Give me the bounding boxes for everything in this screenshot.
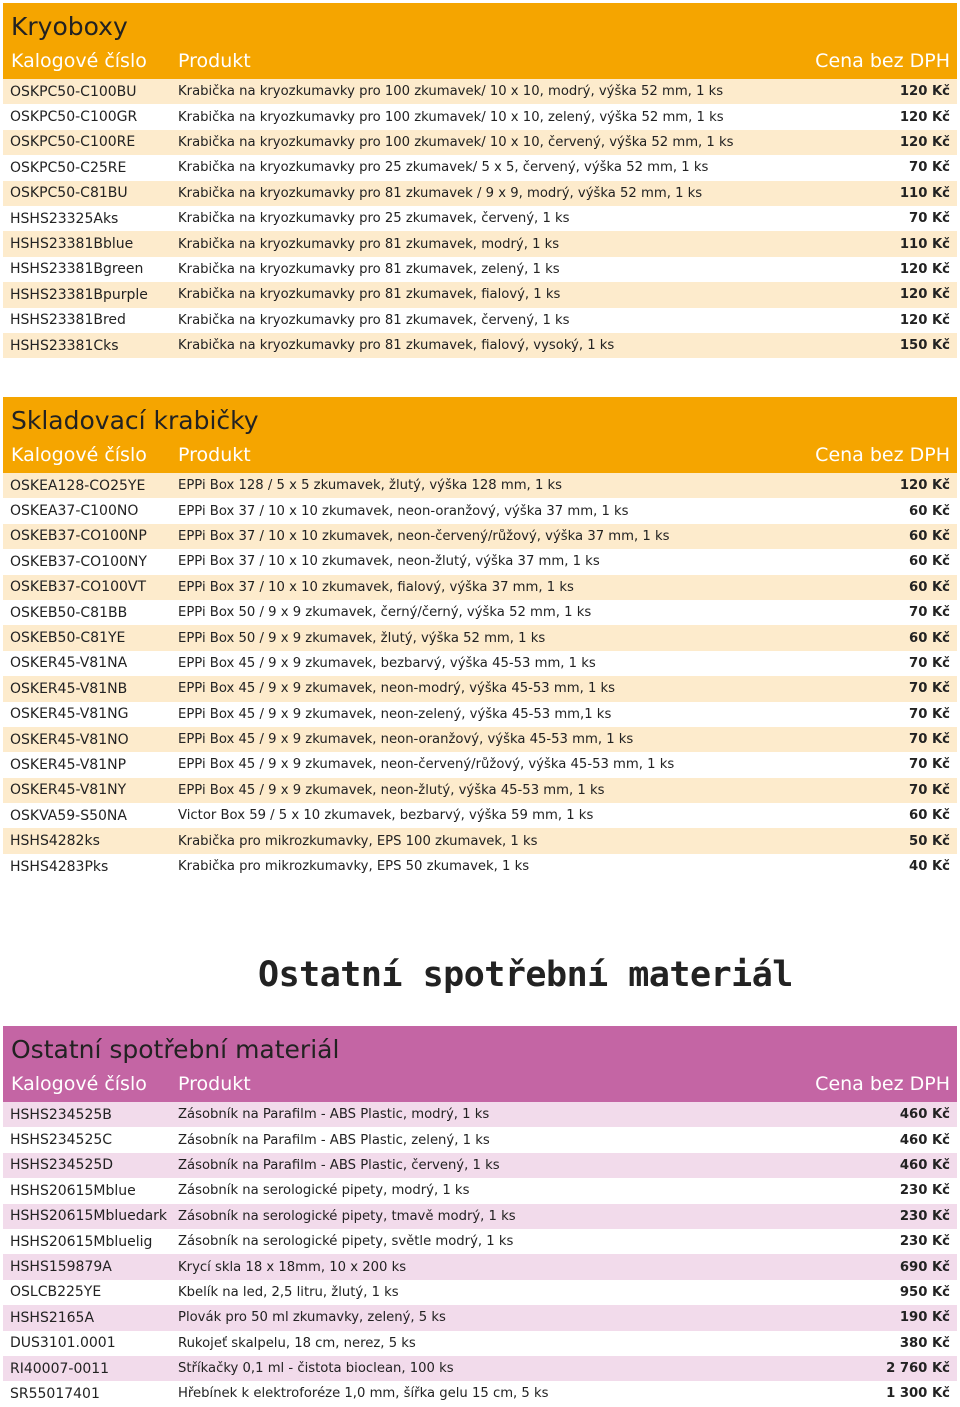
price: 230 Kč xyxy=(899,1183,950,1199)
catalog-number: OSKEB50-C81YE xyxy=(10,630,126,647)
catalog-number: OSKPC50-C81BU xyxy=(10,185,128,202)
table-row xyxy=(3,752,957,777)
product-name: Zásobník na Parafilm - ABS Plastic, červený, 1 ks xyxy=(178,1157,500,1173)
table-row xyxy=(3,651,957,676)
product-name: EPPi Box 37 / 10 x 10 zkumavek, neon-žlutý, výška 37 mm, 1 ks xyxy=(178,554,600,570)
catalog-number: OSKEB37-CO100NY xyxy=(10,553,147,570)
table-row xyxy=(3,181,957,206)
product-name: EPPi Box 37 / 10 x 10 zkumavek, fialový, výška 37 mm, 1 ks xyxy=(178,579,574,595)
table-header xyxy=(3,1066,957,1102)
price: 460 Kč xyxy=(899,1157,950,1173)
price: 40 Kč xyxy=(909,859,950,875)
table-row xyxy=(3,1153,957,1178)
price: 70 Kč xyxy=(909,681,950,697)
product-name: Zásobník na serologické pipety, tmavě modrý, 1 ks xyxy=(178,1208,516,1224)
catalog-number: HSHS234525D xyxy=(10,1157,114,1174)
product-name: EPPi Box 50 / 9 x 9 zkumavek, žlutý, výška 52 mm, 1 ks xyxy=(178,630,546,646)
price: 70 Kč xyxy=(909,605,950,621)
product-name: Stříkačky 0,1 ml - čistota bioclean, 100 ks xyxy=(178,1361,454,1377)
price: 110 Kč xyxy=(899,185,950,201)
price: 70 Kč xyxy=(909,732,950,748)
table-row xyxy=(3,79,957,104)
price: 70 Kč xyxy=(909,782,950,798)
catalog-number: OSKEB50-C81BB xyxy=(10,604,128,621)
price: 50 Kč xyxy=(909,833,950,849)
catalog-number: HSHS23381Bblue xyxy=(10,236,134,253)
catalog-number: HSHS23381Bgreen xyxy=(10,261,144,278)
catalog-number: OSKER45-V81NB xyxy=(10,680,128,697)
product-name: Krycí skla 18 x 18mm, 10 x 200 ks xyxy=(178,1259,407,1275)
product-name: Kbelík na led, 2,5 litru, žlutý, 1 ks xyxy=(178,1284,399,1300)
table-row xyxy=(3,1204,957,1229)
catalog-number: OSLCB225YE xyxy=(10,1284,102,1301)
catalog-number: DUS3101.0001 xyxy=(10,1335,116,1352)
table-row xyxy=(3,625,957,650)
price: 60 Kč xyxy=(909,630,950,646)
catalog-number: OSKPC50-C100RE xyxy=(10,134,136,151)
price: 120 Kč xyxy=(899,261,950,277)
price: 60 Kč xyxy=(909,528,950,544)
header-catalog: Kalogové číslo xyxy=(11,444,147,466)
catalog-number: HSHS23381Bred xyxy=(10,312,126,329)
price: 120 Kč xyxy=(899,287,950,303)
section-title: Ostatní spotřební materiál xyxy=(3,1026,957,1066)
product-name: Krabička na kryozkumavky pro 81 zkumavek, modrý, 1 ks xyxy=(178,236,560,252)
catalog-number: HSHS20615Mblue xyxy=(10,1182,136,1199)
table-row xyxy=(3,206,957,231)
catalog-number: HSHS23325Aks xyxy=(10,210,119,227)
product-name: Hřebínek k elektroforéze 1,0 mm, šířka gelu 15 cm, 5 ks xyxy=(178,1386,549,1402)
price: 150 Kč xyxy=(899,338,950,354)
product-name: Zásobník na Parafilm - ABS Plastic, zelený, 1 ks xyxy=(178,1132,490,1148)
header-catalog: Kalogové číslo xyxy=(11,1073,147,1095)
catalog-number: SR55017401 xyxy=(10,1385,100,1402)
table-row xyxy=(3,155,957,180)
product-name: Krabička na kryozkumavky pro 81 zkumavek, červený, 1 ks xyxy=(178,312,570,328)
catalog-number: HSHS23381Bpurple xyxy=(10,286,148,303)
table-row xyxy=(3,727,957,752)
price: 70 Kč xyxy=(909,211,950,227)
table-row xyxy=(3,130,957,155)
section-title: Skladovací krabičky xyxy=(3,397,957,437)
table-row xyxy=(3,257,957,282)
table-row xyxy=(3,778,957,803)
catalog-number: HSHS4283Pks xyxy=(10,858,109,875)
table-row xyxy=(3,1356,957,1381)
table-row xyxy=(3,549,957,574)
price: 190 Kč xyxy=(899,1310,950,1326)
table-row xyxy=(3,1127,957,1152)
table-row xyxy=(3,282,957,307)
table-row xyxy=(3,104,957,129)
product-name: EPPi Box 37 / 10 x 10 zkumavek, neon-červený/růžový, výška 37 mm, 1 ks xyxy=(178,528,670,544)
catalog-number: HSHS234525C xyxy=(10,1132,113,1149)
price: 230 Kč xyxy=(899,1234,950,1250)
catalog-number: OSKER45-V81NG xyxy=(10,706,129,723)
price: 460 Kč xyxy=(899,1132,950,1148)
product-name: EPPi Box 45 / 9 x 9 zkumavek, neon-oranžový, výška 45-53 mm, 1 ks xyxy=(178,732,634,748)
catalog-number: OSKEA37-C100NO xyxy=(10,503,139,520)
product-name: Krabička na kryozkumavky pro 81 zkumavek, zelený, 1 ks xyxy=(178,261,560,277)
price: 60 Kč xyxy=(909,554,950,570)
header-product: Produkt xyxy=(178,50,251,72)
product-name: Plovák pro 50 ml zkumavky, zelený, 5 ks xyxy=(178,1310,446,1326)
section-kryoboxy xyxy=(3,3,957,358)
header-product: Produkt xyxy=(178,444,251,466)
product-name: Zásobník na Parafilm - ABS Plastic, modrý, 1 ks xyxy=(178,1107,490,1123)
product-name: Krabička na kryozkumavky pro 81 zkumavek, fialový, 1 ks xyxy=(178,287,561,303)
price: 120 Kč xyxy=(899,478,950,494)
price: 60 Kč xyxy=(909,808,950,824)
catalog-number: HSHS4282ks xyxy=(10,833,100,850)
price: 110 Kč xyxy=(899,236,950,252)
product-name: EPPi Box 45 / 9 x 9 zkumavek, neon-žlutý, výška 45-53 mm, 1 ks xyxy=(178,782,605,798)
product-name: Rukojeť skalpelu, 18 cm, nerez, 5 ks xyxy=(178,1335,416,1351)
table-body xyxy=(3,473,957,879)
price: 70 Kč xyxy=(909,757,950,773)
table-row xyxy=(3,1102,957,1127)
product-name: Zásobník na serologické pipety, modrý, 1 ks xyxy=(178,1183,470,1199)
table-row xyxy=(3,333,957,358)
catalog-number: OSKER45-V81NO xyxy=(10,731,129,748)
catalog-number: OSKEB37-CO100NP xyxy=(10,528,147,545)
product-name: EPPi Box 37 / 10 x 10 zkumavek, neon-oranžový, výška 37 mm, 1 ks xyxy=(178,503,629,519)
catalog-number: OSKEA128-CO25YE xyxy=(10,477,146,494)
product-name: EPPi Box 50 / 9 x 9 zkumavek, černý/černý, výška 52 mm, 1 ks xyxy=(178,605,592,621)
price: 120 Kč xyxy=(899,84,950,100)
table-row xyxy=(3,1280,957,1305)
table-body xyxy=(3,79,957,358)
table-row xyxy=(3,676,957,701)
product-name: Zásobník na serologické pipety, světle modrý, 1 ks xyxy=(178,1234,514,1250)
catalog-number: HSHS234525B xyxy=(10,1106,112,1123)
product-name: Krabička na kryozkumavky pro 100 zkumavek/ 10 x 10, modrý, výška 52 mm, 1 ks xyxy=(178,84,724,100)
table-row xyxy=(3,1381,957,1406)
product-name: Krabička na kryozkumavky pro 100 zkumavek/ 10 x 10, zelený, výška 52 mm, 1 ks xyxy=(178,109,724,125)
catalog-number: RI40007-0011 xyxy=(10,1360,110,1377)
table-row xyxy=(3,702,957,727)
product-name: Krabička na kryozkumavky pro 25 zkumavek, červený, 1 ks xyxy=(178,211,570,227)
price: 70 Kč xyxy=(909,160,950,176)
table-row xyxy=(3,1229,957,1254)
section-skladovaci-krabicky xyxy=(3,397,957,879)
product-name: Krabička pro mikrozkumavky, EPS 50 zkumavek, 1 ks xyxy=(178,859,530,875)
price: 2 760 Kč xyxy=(886,1361,950,1377)
product-name: EPPi Box 45 / 9 x 9 zkumavek, neon-zelený, výška 45-53 mm,1 ks xyxy=(178,706,612,722)
price: 1 300 Kč xyxy=(886,1386,950,1402)
catalog-number: HSHS23381Cks xyxy=(10,337,119,354)
catalog-number: OSKEB37-CO100VT xyxy=(10,579,147,596)
price: 120 Kč xyxy=(899,312,950,328)
section-title: Kryoboxy xyxy=(3,3,957,43)
table-row xyxy=(3,473,957,498)
table-row xyxy=(3,600,957,625)
catalog-number: HSHS20615Mbluedark xyxy=(10,1208,168,1225)
catalog-number: HSHS20615Mbluelig xyxy=(10,1233,153,1250)
table-row xyxy=(3,308,957,333)
table-row xyxy=(3,1305,957,1330)
price: 460 Kč xyxy=(899,1107,950,1123)
catalog-number: OSKER45-V81NY xyxy=(10,782,127,799)
catalog-number: HSHS2165A xyxy=(10,1309,95,1326)
table-row xyxy=(3,524,957,549)
page-title: Ostatní spotřební materiál xyxy=(258,955,793,995)
price: 70 Kč xyxy=(909,706,950,722)
header-price: Cena bez DPH xyxy=(815,50,950,72)
product-name: Victor Box 59 / 5 x 10 zkumavek, bezbarvý, výška 59 mm, 1 ks xyxy=(178,808,594,824)
section-ostatni-material xyxy=(3,1026,957,1407)
price: 70 Kč xyxy=(909,655,950,671)
catalog-number: OSKER45-V81NA xyxy=(10,655,128,672)
product-name: Krabička na kryozkumavky pro 81 zkumavek, fialový, vysoký, 1 ks xyxy=(178,338,615,354)
table-body xyxy=(3,1102,957,1407)
product-name: Krabička pro mikrozkumavky, EPS 100 zkumavek, 1 ks xyxy=(178,833,538,849)
catalog-number: OSKER45-V81NP xyxy=(10,756,127,773)
table-row xyxy=(3,828,957,853)
table-row xyxy=(3,498,957,523)
price: 120 Kč xyxy=(899,134,950,150)
price: 950 Kč xyxy=(899,1284,950,1300)
price: 230 Kč xyxy=(899,1208,950,1224)
table-row xyxy=(3,231,957,256)
price: 60 Kč xyxy=(909,579,950,595)
product-name: Krabička na kryozkumavky pro 100 zkumavek/ 10 x 10, červený, výška 52 mm, 1 ks xyxy=(178,134,734,150)
price: 380 Kč xyxy=(899,1335,950,1351)
product-name: EPPi Box 45 / 9 x 9 zkumavek, neon-červený/růžový, výška 45-53 mm, 1 ks xyxy=(178,757,675,773)
table-header xyxy=(3,437,957,473)
price: 120 Kč xyxy=(899,109,950,125)
product-name: EPPi Box 45 / 9 x 9 zkumavek, bezbarvý, výška 45-53 mm, 1 ks xyxy=(178,655,596,671)
table-row xyxy=(3,803,957,828)
table-header xyxy=(3,43,957,79)
table-row xyxy=(3,575,957,600)
catalog-number: OSKPC50-C100GR xyxy=(10,109,138,126)
catalog-number: HSHS159879A xyxy=(10,1259,112,1276)
price: 690 Kč xyxy=(899,1259,950,1275)
table-row xyxy=(3,1178,957,1203)
table-row xyxy=(3,1254,957,1279)
product-name: EPPi Box 128 / 5 x 5 zkumavek, žlutý, výška 128 mm, 1 ks xyxy=(178,478,563,494)
product-name: Krabička na kryozkumavky pro 81 zkumavek / 9 x 9, modrý, výška 52 mm, 1 ks xyxy=(178,185,703,201)
table-row xyxy=(3,854,957,879)
table-row xyxy=(3,1331,957,1356)
product-name: EPPi Box 45 / 9 x 9 zkumavek, neon-modrý, výška 45-53 mm, 1 ks xyxy=(178,681,616,697)
header-price: Cena bez DPH xyxy=(815,1073,950,1095)
catalog-number: OSKVA59-S50NA xyxy=(10,807,127,824)
product-name: Krabička na kryozkumavky pro 25 zkumavek/ 5 x 5, červený, výška 52 mm, 1 ks xyxy=(178,160,709,176)
header-product: Produkt xyxy=(178,1073,251,1095)
header-catalog: Kalogové číslo xyxy=(11,50,147,72)
price: 60 Kč xyxy=(909,503,950,519)
header-price: Cena bez DPH xyxy=(815,444,950,466)
catalog-number: OSKPC50-C100BU xyxy=(10,83,137,100)
catalog-number: OSKPC50-C25RE xyxy=(10,159,127,176)
